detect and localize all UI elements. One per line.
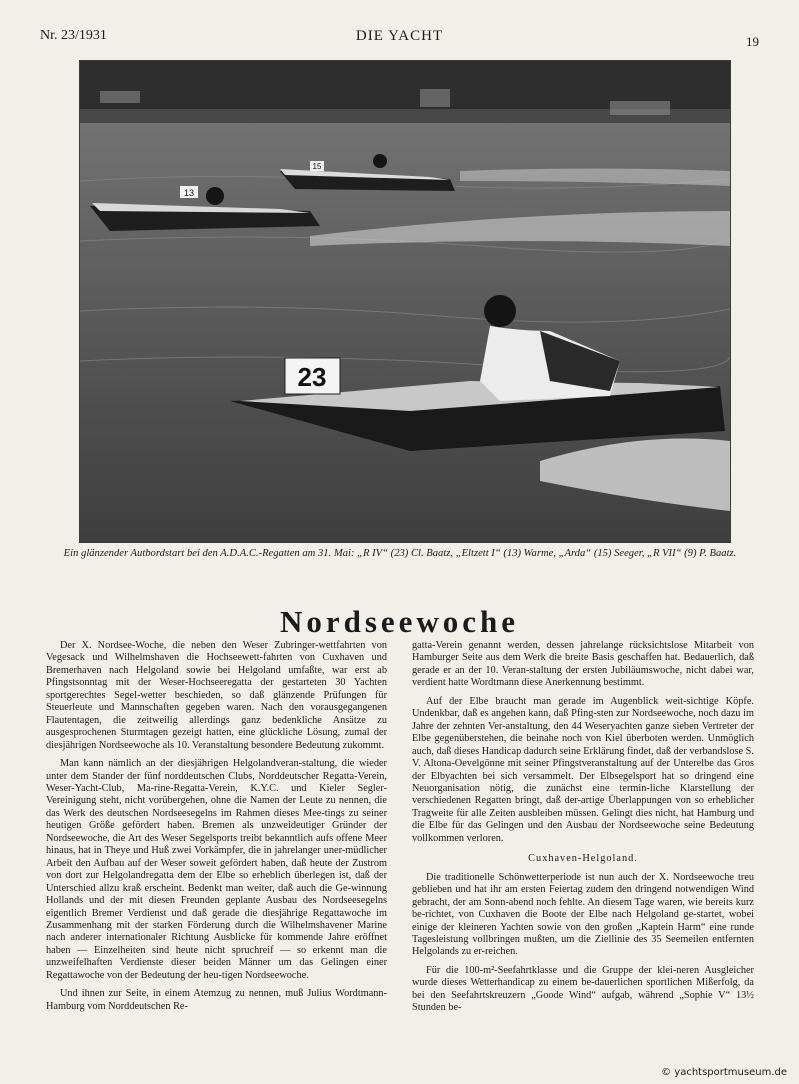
- svg-text:23: 23: [297, 362, 327, 392]
- paragraph: Auf der Elbe braucht man gerade im Augenblick weit-sichtige Köpfe. Undenkbar, daß es angehen kann, daß Pfing-sten zur Nordseewoche, noch dazu im Jahre der zehnten Ver-anstaltung, den 44 Weseryachten ganze sieben Vertreter der Elbe gegenüberstehen, die beinahe noch von Kiel überboten werden. Unmöglich auch, daß dieses Handicap dadurch seine Erklärung findet, daß der verbandslose S. V. Altona-Oevelgönne mit seiner Pfingstveranstaltung auf der Unterelbe das Gros der Elbyachten bei sich versammelt. Der Elbsegelsport hat so dringend eine Neuorganisation nötig, die zunächst eine termin-liche Klarstellung der verschiedenen Regatten bringt, daß der-artige Überlappungen von so erheblicher Tragweite für alle Zeiten ausbleiben müssen. Gelingt dies nicht, hat Hamburg und die Elbe für das Gelingen und den Ausbau der Nordseewoche seine Bedeutung vollkommen verloren.: [412, 695, 754, 844]
- paragraph: Und ihnen zur Seite, in einem Atemzug zu nennen, muß Julius Wordtmann-Hamburg vom Norddeutschen Re-: [46, 988, 387, 1012]
- racing-boats-photo: [79, 60, 731, 543]
- svg-text:13: 13: [183, 188, 195, 198]
- paragraph: gatta-Verein genannt werden, dessen jahrelange rücksichtslose Mitarbeit von Hamburger Seite aus dem Werk die breite Basis geschaffen hat. Bedauerlich, daß gerade er an der 10. Veran-staltung der ersten Jubiläumswoche, nicht dabei war, verdient hatte Wordtmann diese Anerkennung bestimmt.: [412, 640, 754, 689]
- svg-text:15: 15: [312, 162, 322, 171]
- issue-number: Nr. 23/1931: [40, 28, 107, 43]
- section-subheading: Cuxhaven-Helgoland.: [528, 853, 638, 865]
- photo-caption: Ein glänzender Autbordstart bei den A.D.A.C.-Regatten am 31. Mai: „R IV“ (23) Cl. Baatz, „Eltzett I“ (13) Warme, „Arda“ (15) Seeger, „R VII“ (9) P. Baatz.: [63, 548, 737, 559]
- paragraph: Für die 100-m²-Seefahrtklasse und die Gruppe der klei-neren Ausgleicher wurde dieses Wetterhandicap zu einem be-dauerlichen sportlichen Mißerfolg, da bei den Seefahrtskreuzern „Goode Wind“ aufgab, während „Sophie V“ 13½ Stunden be-: [412, 964, 754, 1014]
- paragraph: Die traditionelle Schönwetterperiode ist nun auch der X. Nordseewoche treu geblieben und hat ihr am ersten Feiertag zudem den dringend notwendigen Wind gebracht, der am Sonn-abend noch fehlte. An diesem Tage waren, wie bereits kurz be-richtet, von Cuxhaven die Boote der Elbe nach Helgoland ge-startet, wobei einige der kleineren Yachten sowie von den großen „Kaptein Harm“ eine runde Tagesleistung vollbringen mußten, um die Ziellinie des 35 Seemeilen entfernten Helgolands zu er-reichen.: [412, 871, 754, 958]
- page-header: [40, 28, 759, 50]
- watermark: © yachtsportmuseum.de: [661, 1067, 787, 1078]
- paragraph: Der X. Nordsee-Woche, die neben den Weser Zubringer-wettfahrten von Vegesack und Wilhelmshaven die Hochseewett-fahrten von Cuxhaven und Bremerhaven nach Helgoland sowie bei Helgoland umfaßte, war erst ab Pfingstsonntag mit der Weser-Hochseeregatta der gestarteten 30 Yachten sportgerechtes Segel-wetter beschieden, so daß glänzende Prüfungen für Steuerleute und Mannschaften gegeben waren. Nach den vorausgegangenen Flautentagen, die zeitweilig allerdings ganz bedenkliche Ansätze zu ausgesprochenen Sturmtagen gezeigt hatten, eine glückliche Lösung, zumal der diesjährigen Nordseewoche als 10. Veranstaltung besondere Bedeutung zukommt.: [46, 640, 387, 751]
- paragraph: Man kann nämlich an der diesjährigen Helgolandveran-staltung, die wieder unter dem Stander der fünf norddeutschen Clubs, Norddeutscher Regatta-Verein, Weser-Yacht-Club, Ma-rine-Regatta-Verein, K.Y.C. und Kieler Segler-Vereinigung steht, nicht vorübergehen, ohne die Namen der Leute zu nennen, die das Werk des deutschen Nordseesegelns im Rahmen dieses Mee-tings zu seiner heutigen Größe gefördert haben. Bremen als unzweideutiger Gründer der Nordseewoche, die Art des Weser Segelsports treibt bekanntlich aufs offene Meer hinaus, hat in Theye und Huß zwei Vorkämpfer, die in jahrelanger uner-müdlicher Arbeit den Aufbau auf der Weser soweit gefördert haben, daß heute der Zustrom von dort zur Helgolandregatta dem der Elbe so erheblich überlegen ist, daß der Unterschied allzu kraß erscheint. Bedenkt man weiter, daß auch die Ge-winnung Hollands und der mit diesen Freunden geplante Ausbau des Nordseesegelns eigentlich Bremer Verdienst und daß gerade die diesjährige Regattawoche im Zusammenhang mit der starken Förderung durch die Wilhelmshavener Marine nach anderer internationaler Richtung Ausblicke für kommende Jahre eröffnet haben — Einzelheiten sind heute nicht spruchreif — so erkennt man die unzweifelhaften Verdienste dieser beiden Männer um das Gelingen einer Regattawoche von der Bedeutung der heu-tigen Nordseewoche.: [46, 758, 387, 981]
- article-column-right: [412, 640, 754, 1021]
- article-title: Nordseewoche: [279, 604, 520, 639]
- page-number: 19: [746, 34, 759, 49]
- photo-illustration: [80, 61, 730, 542]
- magazine-title: DIE YACHT: [355, 28, 444, 44]
- article-column-left: [46, 640, 387, 1019]
